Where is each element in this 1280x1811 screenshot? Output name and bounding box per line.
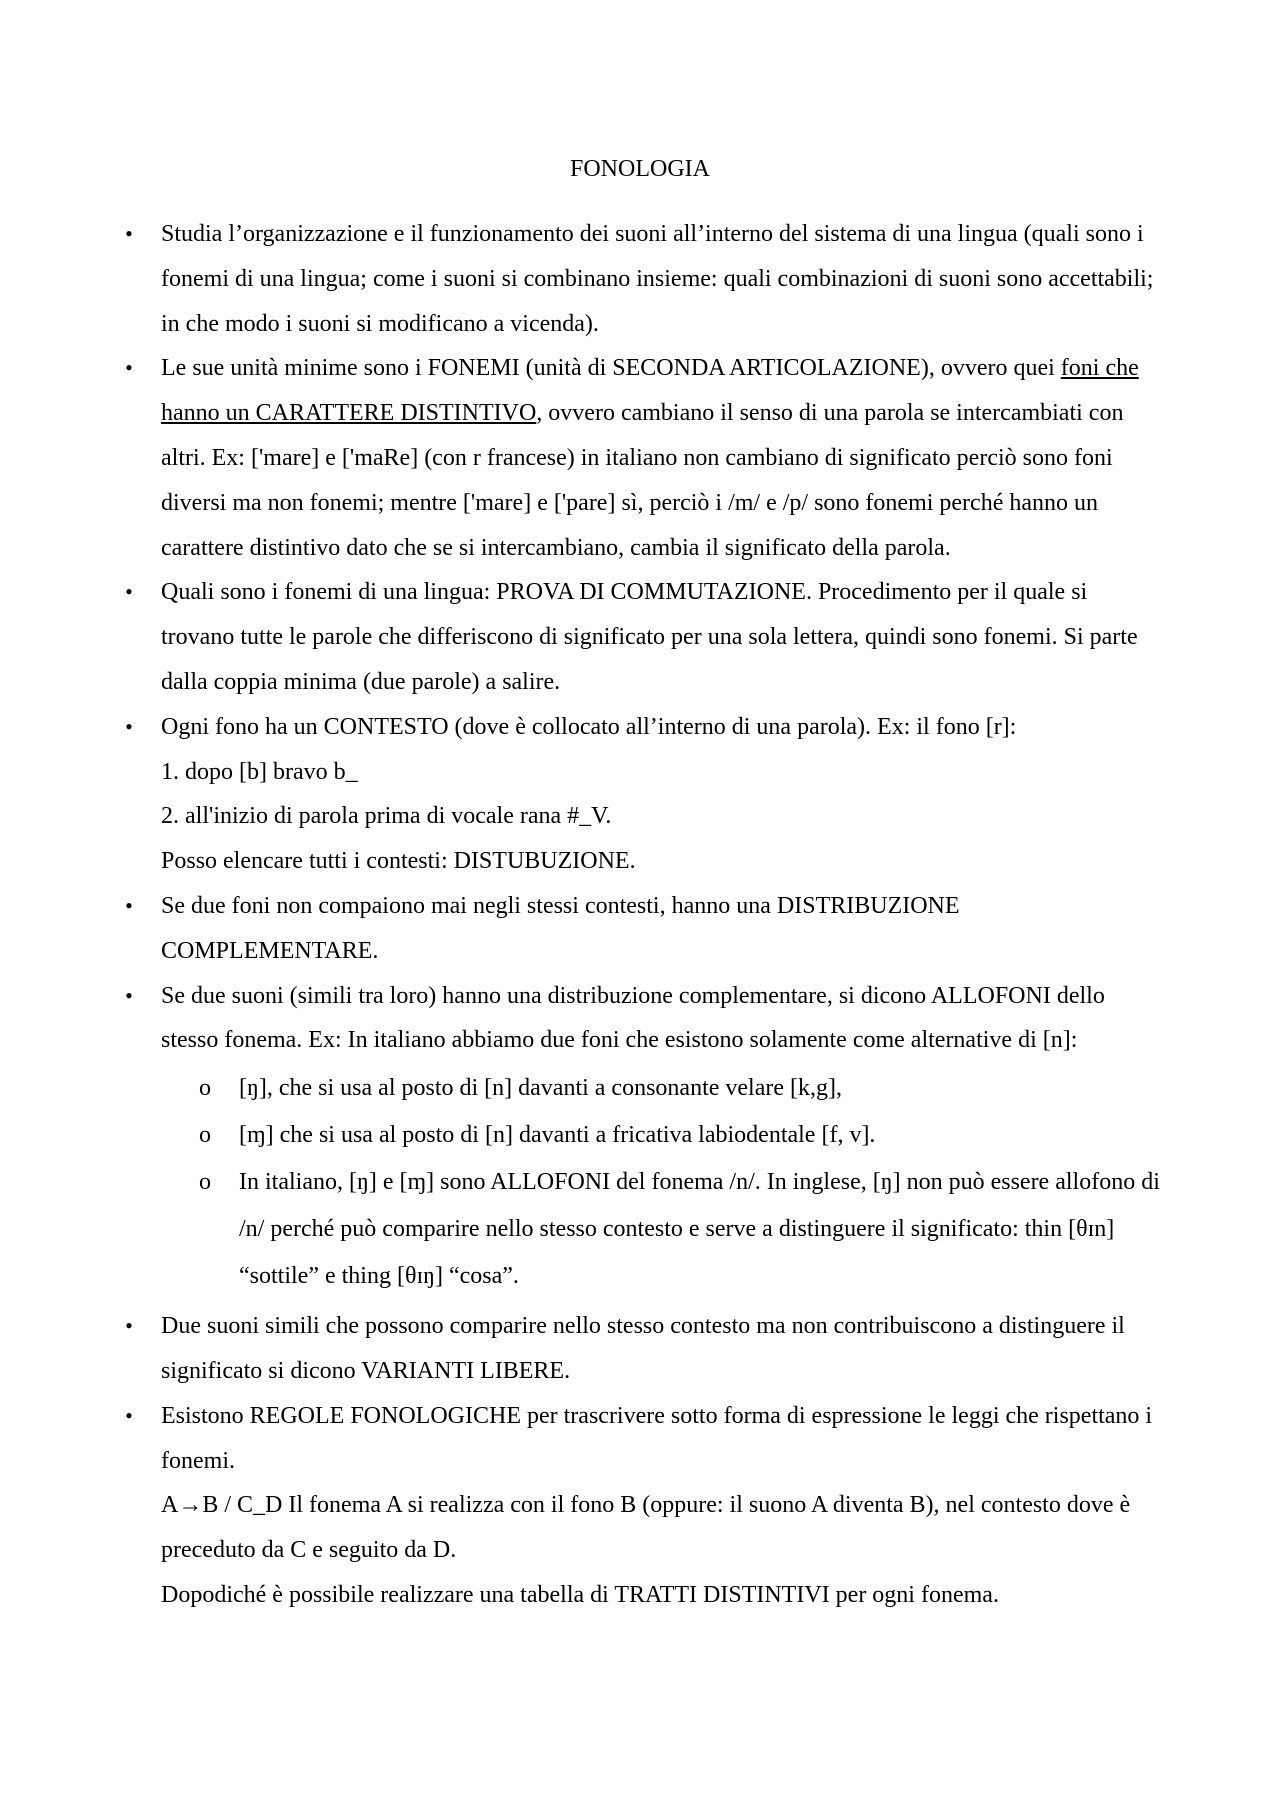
sub-bullet-icon: o — [199, 1075, 211, 1102]
item-line: 2. all'inizio di parola prima di vocale rana #_V. — [161, 803, 612, 830]
item-text: Studia l’organizzazione e il funzionamento dei suoni all’interno del sistema di una lingua (quali sono i fonemi di una lingua; come i suoni si combinano insieme: quali combinazioni di suoni sono accettabili; in che modo i suoni si modificano a vicenda). — [161, 221, 1154, 337]
sub-item-text: In italiano, [ŋ] e [ɱ] sono ALLOFONI del fonema /n/. In inglese, [ŋ] non può essere allofono di /n/ perché può comparire nello stesso contesto e serve a distinguere il significato: thin [θɪn] “sottile” e thing [θɪŋ] “cosa”. — [239, 1169, 1160, 1290]
bullet-icon: • — [125, 221, 133, 246]
bullet-icon: • — [125, 355, 133, 381]
list-item — [125, 705, 1161, 884]
bullet-icon: • — [125, 1402, 133, 1428]
item-text: Ogni fono ha un CONTESTO (dove è collocato all’interno di una parola). Ex: il fono [r]: — [161, 713, 1017, 740]
list-item — [125, 346, 1161, 570]
sub-item-text: [ɱ] che si usa al posto di [n] davanti a fricativa labiodentale [f, v]. — [239, 1122, 876, 1149]
bullet-icon: • — [125, 579, 133, 605]
sub-item-text: [ŋ], che si usa al posto di [n] davanti a consonante velare [k,g], — [239, 1075, 842, 1102]
bullet-icon: • — [125, 982, 133, 1008]
sub-bullet-icon: o — [199, 1122, 211, 1149]
bullet-icon: • — [125, 1313, 133, 1339]
item-line: A→B / C_D Il fonema A si realizza con il fono B (oppure: il suono A diventa B), nel contesto dove è preceduto da C e seguito da D. — [161, 1492, 1131, 1564]
page-title: FONOLOGIA — [570, 156, 710, 182]
sub-list-item — [161, 1112, 1161, 1159]
document-body — [125, 212, 1161, 1618]
sub-list-item — [161, 1159, 1161, 1300]
sub-list — [161, 1065, 1161, 1300]
item-text: Le sue unità minime sono i FONEMI (unità di SECONDA ARTICOLAZIONE), ovvero quei — [161, 355, 1061, 382]
item-text: Esistono REGOLE FONOLOGICHE per trascrivere sotto forma di espressione le leggi che rispettano i fonemi. — [161, 1402, 1153, 1474]
list-item — [125, 884, 1161, 974]
list-item — [125, 212, 1161, 346]
item-text: Due suoni simili che possono comparire nello stesso contesto ma non contribuiscono a distinguere il significato si dicono VARIANTI LIBERE. — [161, 1313, 1125, 1384]
item-text-continued: , ovvero cambiano il senso di una parola se intercambiati con altri. Ex: ['mare] e ['maRe] (con r francese) in italiano non cambiano di significato perciò sono foni diversi ma non fonemi; mentre ['mare] e ['pare] sì, perciò i /m/ e /p/ sono fonemi perché hanno un carattere distintivo dato che se si intercambiano, cambia il significato della parola. — [161, 400, 1124, 561]
bullet-icon: • — [125, 713, 133, 739]
underlined-text: foni che hanno un CARATTERE DISTINTIVO — [161, 355, 1139, 427]
list-item — [125, 1394, 1161, 1618]
sub-list-item — [161, 1065, 1161, 1112]
item-line: Posso elencare tutti i contesti: DISTUBUZIONE. — [161, 848, 636, 875]
list-item — [125, 1304, 1161, 1394]
item-text: Quali sono i fonemi di una lingua: PROVA DI COMMUTAZIONE. Procedimento per il quale si trovano tutte le parole che differiscono di significato per una sola lettera, quindi sono fonemi. Si parte dalla coppia minima (due parole) a salire. — [161, 579, 1138, 695]
list-item — [125, 974, 1161, 1064]
sub-bullet-icon: o — [199, 1169, 211, 1196]
item-line: Dopodiché è possibile realizzare una tabella di TRATTI DISTINTIVI per ogni fonema. — [161, 1581, 999, 1608]
bullet-icon: • — [125, 892, 133, 918]
item-line: 1. dopo [b] bravo b_ — [161, 758, 358, 785]
item-text: Se due suoni (simili tra loro) hanno una distribuzione complementare, si dicono ALLOFONI dello stesso fonema. Ex: In italiano abbiamo due foni che esistono solamente come alternative di [n]: — [161, 982, 1105, 1054]
item-text: Se due foni non compaiono mai negli stessi contesti, hanno una DISTRIBUZIONE COMPLEMENTARE. — [161, 892, 960, 964]
list-item — [125, 570, 1161, 704]
